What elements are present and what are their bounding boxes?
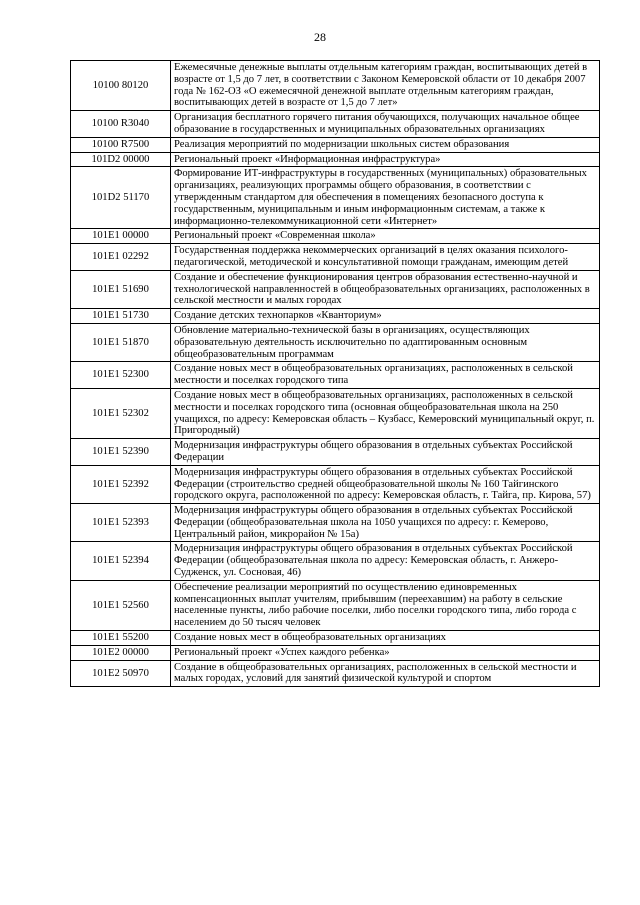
table-row xyxy=(71,542,600,580)
budget-code-cell: 101D2 51170 xyxy=(71,167,171,229)
description-cell: Модернизация инфраструктуры общего образования в отдельных субъектах Российской Федерации (общеобразовательная школа на 1050 учащихся по адресу: г. Кемерово, Центральный район, микрорайон № 15а) xyxy=(171,504,600,542)
table-row xyxy=(71,439,600,466)
budget-code-cell: 10100 R7500 xyxy=(71,137,171,152)
table-row xyxy=(71,580,600,630)
table-row xyxy=(71,270,600,308)
description-cell: Создание в общеобразовательных организациях, расположенных в сельской местности и малых городах, условий для занятий физической культурой и спортом xyxy=(171,660,600,687)
table-row xyxy=(71,465,600,503)
table-row xyxy=(71,388,600,438)
table-row xyxy=(71,504,600,542)
budget-code-cell: 101D2 00000 xyxy=(71,152,171,167)
description-cell: Создание новых мест в общеобразовательных организациях, расположенных в сельской местности и поселках городского типа (основная общеобразовательная школа на 250 учащихся, по адресу: Кемеровская область – Кузбасс, Кемеровский муниципальный округ, п. Пригородный) xyxy=(171,388,600,438)
description-cell: Региональный проект «Информационная инфраструктура» xyxy=(171,152,600,167)
description-cell: Обеспечение реализации мероприятий по осуществлению единовременных компенсационных выплат учителям, прибывшим (переехавшим) на работу в сельские населенные пункты, либо рабочие поселки, либо поселки городского типа, либо города с населением до 50 тысяч человек xyxy=(171,580,600,630)
budget-code-cell: 101E1 51690 xyxy=(71,270,171,308)
budget-code-cell: 101E1 52560 xyxy=(71,580,171,630)
description-cell: Организация бесплатного горячего питания обучающихся, получающих начальное общее образование в государственных и муниципальных образовательных организациях xyxy=(171,111,600,138)
budget-code-cell: 101E1 00000 xyxy=(71,229,171,244)
description-cell: Создание детских технопарков «Кванториум» xyxy=(171,309,600,324)
budget-code-table xyxy=(70,60,600,687)
budget-code-cell: 101E1 55200 xyxy=(71,631,171,646)
description-cell: Реализация мероприятий по модернизации школьных систем образования xyxy=(171,137,600,152)
table-row xyxy=(71,137,600,152)
description-cell: Государственная поддержка некоммерческих организаций в целях оказания психолого-педагогической, методической и консультативной помощи гражданам, имеющим детей xyxy=(171,244,600,271)
table-row xyxy=(71,244,600,271)
budget-code-cell: 101E1 51870 xyxy=(71,323,171,361)
budget-code-cell: 101E2 00000 xyxy=(71,645,171,660)
table-body xyxy=(71,61,600,687)
description-cell: Создание новых мест в общеобразовательных организациях xyxy=(171,631,600,646)
description-cell: Обновление материально-технической базы в организациях, осуществляющих образовательную деятельность исключительно по адаптированным основным общеобразовательным программам xyxy=(171,323,600,361)
description-cell: Создание и обеспечение функционирования центров образования естественно-научной и технологической направленностей в общеобразовательных организациях, расположенных в сельской местности и малых городах xyxy=(171,270,600,308)
budget-code-cell: 101E1 52393 xyxy=(71,504,171,542)
description-cell: Формирование ИТ-инфраструктуры в государственных (муниципальных) образовательных организациях, реализующих программы общего образования, в соответствии с утвержденным стандартом для обеспечения в помещениях безопасного доступа к государственным, муниципальным и иным информационным системам, а также к информационно-телекоммуникационной сети «Интернет» xyxy=(171,167,600,229)
budget-code-cell: 101E1 52300 xyxy=(71,362,171,389)
budget-code-cell: 101E1 02292 xyxy=(71,244,171,271)
table-row xyxy=(71,61,600,111)
table-row xyxy=(71,323,600,361)
table-row xyxy=(71,167,600,229)
table-row xyxy=(71,111,600,138)
budget-code-cell: 101E1 52394 xyxy=(71,542,171,580)
description-cell: Ежемесячные денежные выплаты отдельным категориям граждан, воспитывающих детей в возрасте от 1,5 до 7 лет, в соответствии с Законом Кемеровской области от 10 декабря 2007 года № 162-ОЗ «О ежемесячной денежной выплате отдельным категориям граждан, воспитывающих детей в возрасте от 1,5 до 7 лет» xyxy=(171,61,600,111)
description-cell: Региональный проект «Современная школа» xyxy=(171,229,600,244)
budget-code-cell: 101E1 52390 xyxy=(71,439,171,466)
table-row xyxy=(71,645,600,660)
table-row xyxy=(71,631,600,646)
description-cell: Модернизация инфраструктуры общего образования в отдельных субъектах Российской Федерации (строительство средней общеобразовательной школы № 160 Тайгинского городского округа, расположенной по адресу: Кемеровская область, г. Тайга, пр. Кирова, 57) xyxy=(171,465,600,503)
page-number: 28 xyxy=(314,30,326,44)
table-row xyxy=(71,229,600,244)
table-row xyxy=(71,362,600,389)
budget-code-cell: 101E2 50970 xyxy=(71,660,171,687)
table-row xyxy=(71,152,600,167)
budget-code-cell: 10100 R3040 xyxy=(71,111,171,138)
table-row xyxy=(71,309,600,324)
budget-code-cell: 10100 80120 xyxy=(71,61,171,111)
description-cell: Модернизация инфраструктуры общего образования в отдельных субъектах Российской Федерации (общеобразовательная школа по адресу: Кемеровская область, г. Анжеро-Судженск, ул. Сосновая, 46) xyxy=(171,542,600,580)
description-cell: Модернизация инфраструктуры общего образования в отдельных субъектах Российской Федерации xyxy=(171,439,600,466)
description-cell: Создание новых мест в общеобразовательных организациях, расположенных в сельской местности и поселках городского типа xyxy=(171,362,600,389)
budget-code-cell: 101E1 51730 xyxy=(71,309,171,324)
table-row xyxy=(71,660,600,687)
budget-code-cell: 101E1 52302 xyxy=(71,388,171,438)
budget-code-cell: 101E1 52392 xyxy=(71,465,171,503)
description-cell: Региональный проект «Успех каждого ребенка» xyxy=(171,645,600,660)
